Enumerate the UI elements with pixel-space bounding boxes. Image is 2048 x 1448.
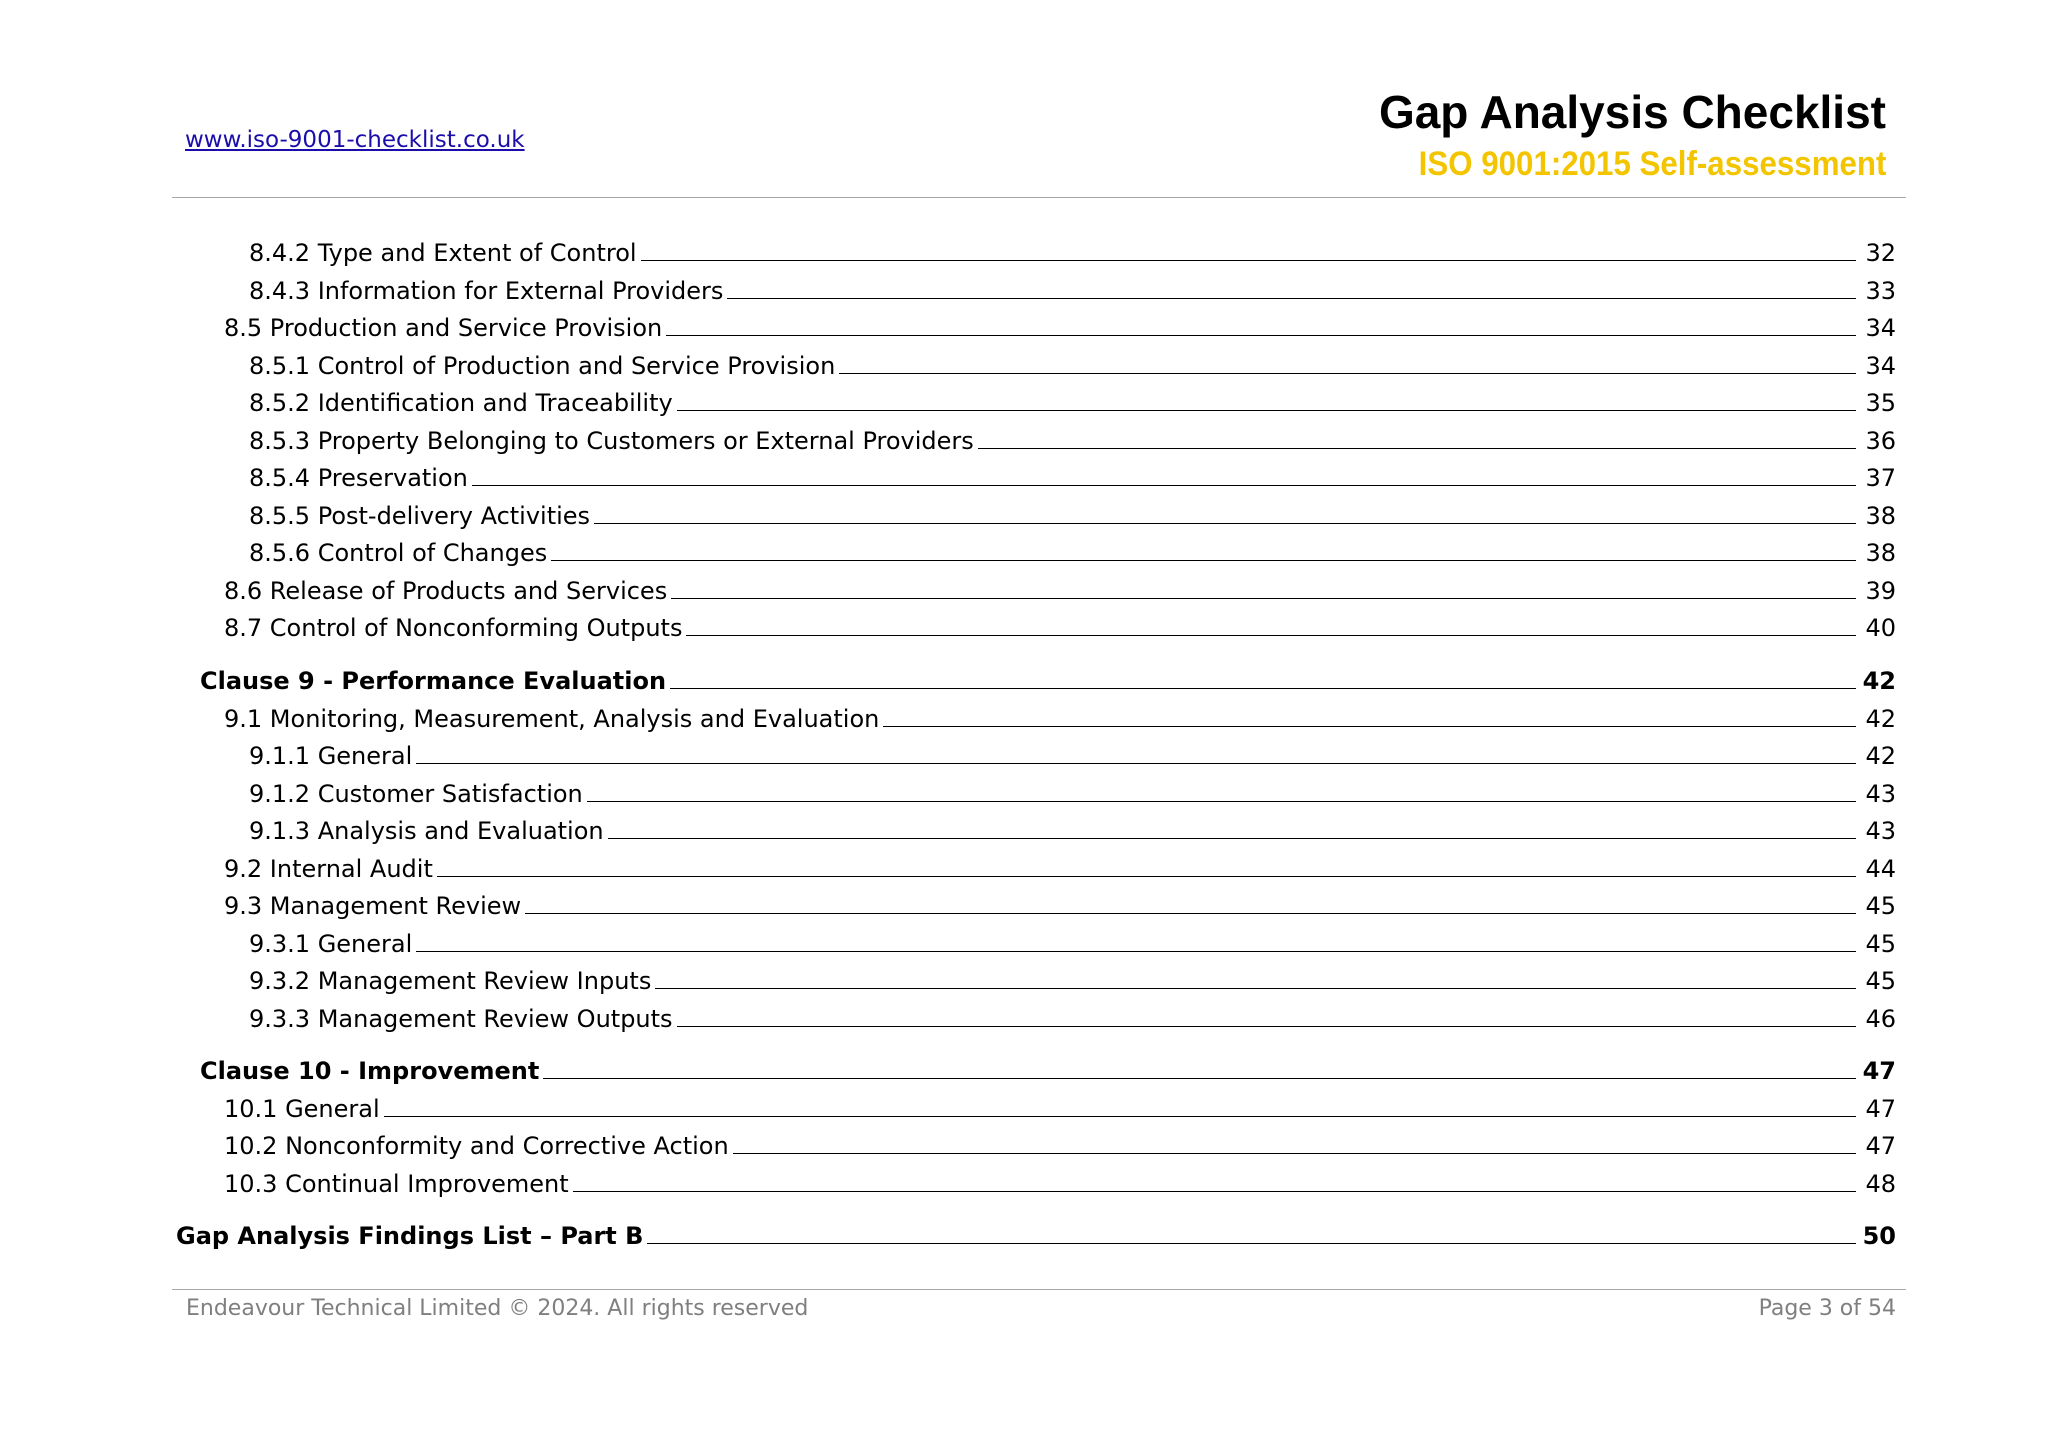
toc-entry-title: Gap Analysis Findings List – Part B — [176, 1222, 644, 1250]
toc-entry-title: 9.3.3 Management Review Outputs — [249, 1004, 673, 1033]
toc-entry[interactable] — [249, 999, 1896, 1033]
toc-entry-page: 48 — [1865, 1169, 1896, 1198]
toc-leader-line — [686, 635, 1856, 636]
toc-entry[interactable] — [249, 533, 1896, 567]
toc-entry-page: 39 — [1865, 576, 1896, 605]
toc-entry-title: 9.1.2 Customer Satisfaction — [249, 779, 583, 808]
toc-entry[interactable] — [249, 496, 1896, 530]
toc-entry[interactable] — [224, 1164, 1896, 1198]
toc-entry[interactable] — [249, 346, 1896, 380]
toc-entry-title: Clause 10 - Improvement — [200, 1057, 540, 1085]
toc-entry[interactable] — [200, 1051, 1896, 1085]
toc-entry-title: 8.5.3 Property Belonging to Customers or External Providers — [249, 426, 974, 455]
toc-entry-title: 8.5.1 Control of Production and Service Provision — [249, 351, 836, 380]
toc-entry-title: 9.3.2 Management Review Inputs — [249, 967, 652, 995]
toc-leader-line — [384, 1116, 1856, 1117]
document-title: Gap Analysis Checklist — [1378, 86, 1886, 138]
toc-entry-page: 45 — [1865, 967, 1896, 995]
toc-entry-title: 9.1.3 Analysis and Evaluation — [249, 817, 604, 845]
toc-entry-title: 9.1 Monitoring, Measurement, Analysis and Evaluation — [224, 704, 880, 733]
toc-entry-page: 32 — [1865, 239, 1896, 267]
toc-leader-line — [573, 1191, 1856, 1192]
toc-leader-line — [641, 260, 1856, 261]
toc-entry[interactable] — [249, 233, 1896, 267]
toc-entry-page: 42 — [1865, 704, 1896, 733]
document-subtitle: ISO 9001:2015 Self-assessment — [1418, 145, 1886, 183]
toc-entry-title: 8.5.4 Preservation — [249, 464, 468, 492]
toc-leader-line — [839, 373, 1856, 374]
toc-entry-page: 47 — [1865, 1094, 1896, 1123]
toc-leader-line — [677, 410, 1856, 411]
toc-entry-page: 45 — [1865, 929, 1896, 958]
toc-entry-title: 8.5.2 Identification and Traceability — [249, 389, 673, 417]
toc-entry-title: 8.4.2 Type and Extent of Control — [249, 239, 637, 267]
toc-entry-page: 42 — [1865, 742, 1896, 770]
toc-entry-page: 47 — [1862, 1057, 1896, 1085]
toc-entry-page: 45 — [1865, 892, 1896, 920]
toc-leader-line — [671, 598, 1856, 599]
toc-entry[interactable] — [224, 308, 1896, 342]
toc-entry-page: 43 — [1865, 779, 1896, 808]
toc-entry-title: 8.6 Release of Products and Services — [224, 576, 668, 605]
toc-leader-line — [978, 448, 1856, 449]
toc-entry-page: 44 — [1865, 854, 1896, 883]
toc-leader-line — [677, 1026, 1856, 1027]
toc-leader-line — [647, 1243, 1856, 1244]
toc-entry[interactable] — [224, 886, 1896, 920]
toc-entry[interactable] — [224, 1089, 1896, 1123]
footer-page-number: Page 3 of 54 — [1758, 1296, 1896, 1321]
toc-entry-title: 8.7 Control of Nonconforming Outputs — [224, 614, 683, 642]
toc-leader-line — [670, 688, 1856, 689]
toc-leader-line — [727, 298, 1856, 299]
toc-entry-page: 38 — [1865, 501, 1896, 530]
toc-entry-title: 8.5 Production and Service Provision — [224, 314, 663, 342]
toc-entry[interactable] — [249, 383, 1896, 417]
toc-entry-title: 10.1 General — [224, 1094, 380, 1123]
footer-divider — [172, 1289, 1906, 1290]
toc-entry-page: 35 — [1865, 389, 1896, 417]
toc-entry[interactable] — [249, 924, 1896, 958]
toc-entry[interactable] — [249, 811, 1896, 845]
toc-entry[interactable] — [224, 699, 1896, 733]
toc-entry-title: 8.5.5 Post-delivery Activities — [249, 501, 591, 530]
document-header — [1378, 82, 1886, 186]
toc-entry-page: 34 — [1865, 351, 1896, 380]
toc-entry-page: 38 — [1865, 539, 1896, 567]
toc-leader-line — [655, 988, 1856, 989]
toc-entry[interactable] — [224, 608, 1896, 642]
toc-entry[interactable] — [249, 961, 1896, 995]
toc-leader-line — [472, 485, 1856, 486]
toc-leader-line — [416, 951, 1856, 952]
toc-leader-line — [883, 726, 1856, 727]
toc-entry-title: 9.3 Management Review — [224, 892, 522, 920]
toc-entry-title: 9.1.1 General — [249, 742, 413, 770]
toc-entry[interactable] — [176, 1216, 1896, 1250]
toc-leader-line — [543, 1078, 1856, 1079]
toc-entry-page: 40 — [1865, 614, 1896, 642]
header-divider — [172, 197, 1906, 198]
toc-entry-page: 43 — [1865, 817, 1896, 845]
toc-entry-page: 36 — [1865, 426, 1896, 455]
toc-leader-line — [437, 876, 1856, 877]
toc-entry[interactable] — [249, 421, 1896, 455]
toc-entry[interactable] — [224, 571, 1896, 605]
toc-entry-title: 10.3 Continual Improvement — [224, 1169, 569, 1198]
website-link[interactable]: www.iso-9001-checklist.co.uk — [185, 127, 525, 153]
toc-leader-line — [733, 1153, 1856, 1154]
toc-entry[interactable] — [249, 458, 1896, 492]
toc-entry-page: 34 — [1865, 314, 1896, 342]
toc-entry-title: 10.2 Nonconformity and Corrective Action — [224, 1132, 729, 1160]
toc-entry[interactable] — [224, 1126, 1896, 1160]
toc-leader-line — [525, 913, 1856, 914]
toc-entry[interactable] — [249, 736, 1896, 770]
toc-entry-page: 33 — [1865, 276, 1896, 305]
toc-leader-line — [587, 801, 1856, 802]
toc-entry[interactable] — [200, 661, 1896, 695]
toc-entry-title: 8.5.6 Control of Changes — [249, 539, 548, 567]
toc-entry[interactable] — [249, 271, 1896, 305]
toc-entry-title: 8.4.3 Information for External Providers — [249, 276, 724, 305]
toc-leader-line — [666, 335, 1856, 336]
toc-entry-page: 37 — [1865, 464, 1896, 492]
toc-entry-title: 9.2 Internal Audit — [224, 854, 433, 883]
toc-entry-title: 9.3.1 General — [249, 929, 413, 958]
toc-entry-page: 42 — [1862, 667, 1896, 695]
footer-copyright: Endeavour Technical Limited © 2024. All rights reserved — [186, 1296, 809, 1321]
toc-leader-line — [551, 560, 1856, 561]
toc-entry[interactable] — [249, 774, 1896, 808]
toc-leader-line — [608, 838, 1856, 839]
toc-entry-page: 46 — [1865, 1004, 1896, 1033]
toc-entry-page: 47 — [1865, 1132, 1896, 1160]
toc-entry[interactable] — [224, 849, 1896, 883]
toc-leader-line — [416, 763, 1856, 764]
toc-entry-page: 50 — [1862, 1222, 1896, 1250]
toc-entry-title: Clause 9 - Performance Evaluation — [200, 667, 667, 695]
toc-leader-line — [594, 523, 1856, 524]
